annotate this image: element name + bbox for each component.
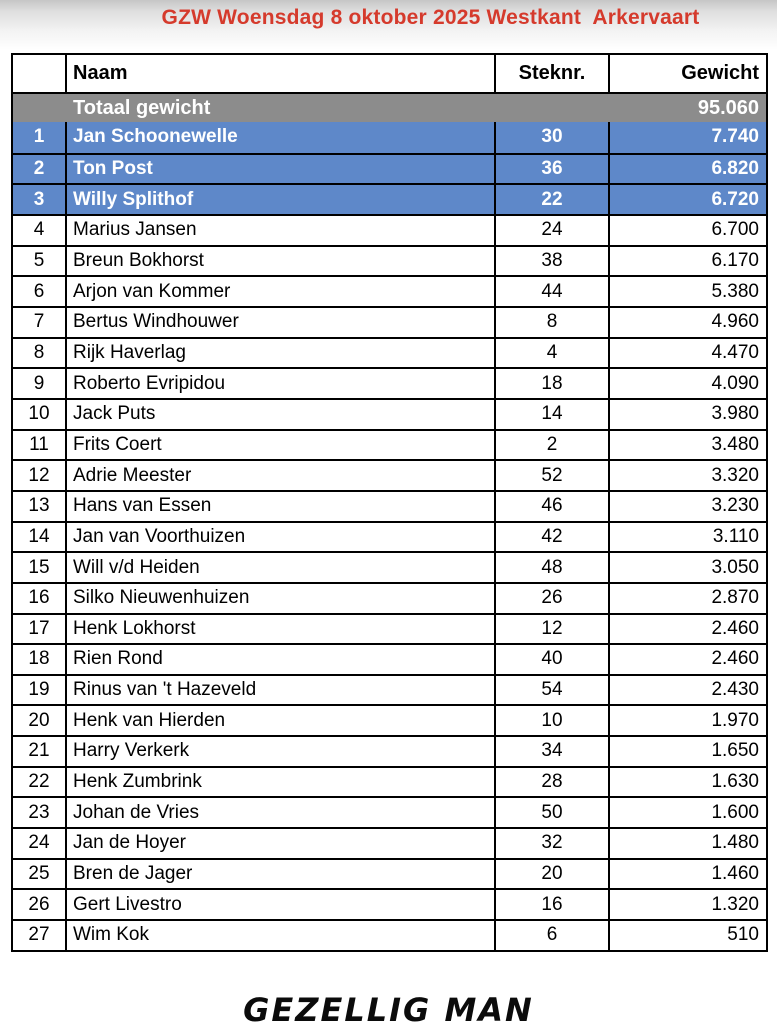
naam-cell: Bren de Jager [65, 860, 494, 889]
naam-cell: Henk van Hierden [65, 706, 494, 735]
rank-cell: 23 [28, 801, 50, 823]
table-row [13, 490, 766, 521]
page-title: GZW Woensdag 8 oktober 2025 Westkant Arkervaart [161, 6, 700, 29]
table-body [13, 122, 766, 950]
header-naam-cell: Naam [65, 55, 494, 92]
rank-cell: 10 [28, 403, 50, 425]
rank-cell: 22 [28, 771, 50, 793]
rank-cell: 25 [28, 863, 50, 885]
table-row [13, 214, 766, 245]
naam-cell: Jan Schoonewelle [65, 122, 494, 153]
table-row [13, 153, 766, 184]
table-row [13, 582, 766, 613]
table-row [13, 367, 766, 398]
steknr-cell: 4 [494, 339, 608, 368]
gewicht-cell: 2.460 [608, 645, 766, 674]
naam-cell: Willy Splithof [65, 185, 494, 214]
gewicht-cell: 2.460 [608, 615, 766, 644]
naam-cell: Frits Coert [65, 431, 494, 460]
steknr-cell: 22 [494, 185, 608, 214]
table-row [13, 766, 766, 797]
gewicht-cell: 3.980 [608, 400, 766, 429]
table-row [13, 459, 766, 490]
steknr-cell: 18 [494, 369, 608, 398]
rank-cell: 18 [28, 648, 50, 670]
total-value: 95.060 [697, 96, 759, 119]
gewicht-cell: 1.320 [608, 890, 766, 919]
gewicht-cell: 510 [608, 921, 766, 950]
gewicht-cell: 6.720 [608, 185, 766, 214]
naam-cell: Henk Zumbrink [65, 768, 494, 797]
rank-cell: 6 [33, 280, 45, 302]
steknr-cell: 26 [494, 584, 608, 613]
total-spacer [494, 94, 608, 122]
steknr-cell: 28 [494, 768, 608, 797]
table-row [13, 827, 766, 858]
rank-cell: 5 [33, 249, 45, 271]
rank-cell: 21 [28, 740, 50, 762]
table-row [13, 337, 766, 368]
naam-cell: Rinus van 't Hazeveld [65, 676, 494, 705]
steknr-cell: 8 [494, 308, 608, 337]
rank-cell: 19 [28, 679, 50, 701]
rank-cell: 27 [28, 924, 50, 946]
rank-cell: 13 [28, 495, 50, 517]
gewicht-cell: 1.650 [608, 737, 766, 766]
footer-text: GEZELLIG MAN [243, 991, 534, 1029]
gewicht-cell: 1.970 [608, 706, 766, 735]
naam-cell: Johan de Vries [65, 798, 494, 827]
total-rank-cell [13, 94, 65, 122]
table-row [13, 613, 766, 644]
naam-cell: Harry Verkerk [65, 737, 494, 766]
rank-cell: 7 [33, 311, 45, 333]
table-row [13, 183, 766, 214]
rank-cell: 2 [33, 157, 45, 179]
rank-cell: 26 [28, 893, 50, 915]
naam-cell: Will v/d Heiden [65, 553, 494, 582]
table-row [13, 122, 766, 153]
naam-cell: Rijk Haverlag [65, 339, 494, 368]
steknr-cell: 48 [494, 553, 608, 582]
gewicht-cell: 1.630 [608, 768, 766, 797]
naam-cell: Gert Livestro [65, 890, 494, 919]
rank-cell: 1 [33, 126, 45, 148]
naam-cell: Jack Puts [65, 400, 494, 429]
table-row [13, 643, 766, 674]
gewicht-cell: 2.870 [608, 584, 766, 613]
rank-cell: 16 [28, 587, 50, 609]
table-row [13, 735, 766, 766]
steknr-cell: 40 [494, 645, 608, 674]
table-row [13, 275, 766, 306]
steknr-cell: 52 [494, 461, 608, 490]
table-row [13, 521, 766, 552]
table-row [13, 429, 766, 460]
total-label: Totaal gewicht [73, 96, 211, 119]
steknr-cell: 54 [494, 676, 608, 705]
rank-cell: 20 [28, 709, 50, 731]
gewicht-cell: 3.480 [608, 431, 766, 460]
steknr-cell: 30 [494, 122, 608, 153]
table-row [13, 858, 766, 889]
table-row [13, 306, 766, 337]
gewicht-cell: 5.380 [608, 277, 766, 306]
steknr-cell: 20 [494, 860, 608, 889]
naam-cell: Jan van Voorthuizen [65, 523, 494, 552]
rank-cell: 11 [29, 433, 49, 455]
steknr-cell: 24 [494, 216, 608, 245]
steknr-cell: 16 [494, 890, 608, 919]
rank-cell: 12 [28, 464, 50, 486]
table-row [13, 245, 766, 276]
rank-cell: 8 [33, 341, 45, 363]
table-row [13, 398, 766, 429]
naam-cell: Wim Kok [65, 921, 494, 950]
header-gewicht-cell: Gewicht [608, 55, 766, 92]
gewicht-cell: 3.050 [608, 553, 766, 582]
steknr-cell: 2 [494, 431, 608, 460]
table-row [13, 704, 766, 735]
results-table [11, 53, 768, 952]
gewicht-cell: 4.470 [608, 339, 766, 368]
gewicht-cell: 4.090 [608, 369, 766, 398]
steknr-cell: 12 [494, 615, 608, 644]
naam-cell: Bertus Windhouwer [65, 308, 494, 337]
steknr-cell: 38 [494, 247, 608, 276]
table-row [13, 796, 766, 827]
steknr-cell: 10 [494, 706, 608, 735]
table-header-row [13, 55, 766, 92]
steknr-cell: 6 [494, 921, 608, 950]
steknr-cell: 46 [494, 492, 608, 521]
steknr-cell: 34 [494, 737, 608, 766]
naam-cell: Adrie Meester [65, 461, 494, 490]
gewicht-cell: 3.320 [608, 461, 766, 490]
naam-cell: Silko Nieuwenhuizen [65, 584, 494, 613]
steknr-cell: 42 [494, 523, 608, 552]
naam-cell: Roberto Evripidou [65, 369, 494, 398]
rank-cell: 9 [33, 372, 45, 394]
table-row [13, 919, 766, 950]
naam-cell: Breun Bokhorst [65, 247, 494, 276]
rank-cell: 14 [28, 525, 50, 547]
steknr-cell: 50 [494, 798, 608, 827]
gewicht-cell: 6.170 [608, 247, 766, 276]
naam-cell: Rien Rond [65, 645, 494, 674]
rank-cell: 24 [28, 832, 50, 854]
naam-cell: Jan de Hoyer [65, 829, 494, 858]
naam-cell: Arjon van Kommer [65, 277, 494, 306]
gewicht-cell: 6.700 [608, 216, 766, 245]
steknr-cell: 36 [494, 155, 608, 184]
total-weight-row [13, 92, 766, 122]
rank-cell: 4 [33, 219, 45, 241]
gewicht-cell: 1.480 [608, 829, 766, 858]
rank-cell: 3 [33, 188, 45, 210]
gewicht-cell: 2.430 [608, 676, 766, 705]
naam-cell: Henk Lokhorst [65, 615, 494, 644]
gewicht-cell: 3.230 [608, 492, 766, 521]
naam-cell: Ton Post [65, 155, 494, 184]
header-steknr-cell: Steknr. [494, 55, 608, 92]
naam-cell: Hans van Essen [65, 492, 494, 521]
table-row [13, 551, 766, 582]
naam-cell: Marius Jansen [65, 216, 494, 245]
rank-cell: 15 [28, 556, 50, 578]
gewicht-cell: 1.460 [608, 860, 766, 889]
gewicht-cell: 1.600 [608, 798, 766, 827]
table-row [13, 674, 766, 705]
rank-cell: 17 [28, 617, 50, 639]
steknr-cell: 32 [494, 829, 608, 858]
gewicht-cell: 6.820 [608, 155, 766, 184]
steknr-cell: 14 [494, 400, 608, 429]
gewicht-cell: 3.110 [608, 523, 766, 552]
gewicht-cell: 7.740 [608, 122, 766, 153]
table-row [13, 888, 766, 919]
header-rank-cell [13, 55, 65, 92]
steknr-cell: 44 [494, 277, 608, 306]
gewicht-cell: 4.960 [608, 308, 766, 337]
